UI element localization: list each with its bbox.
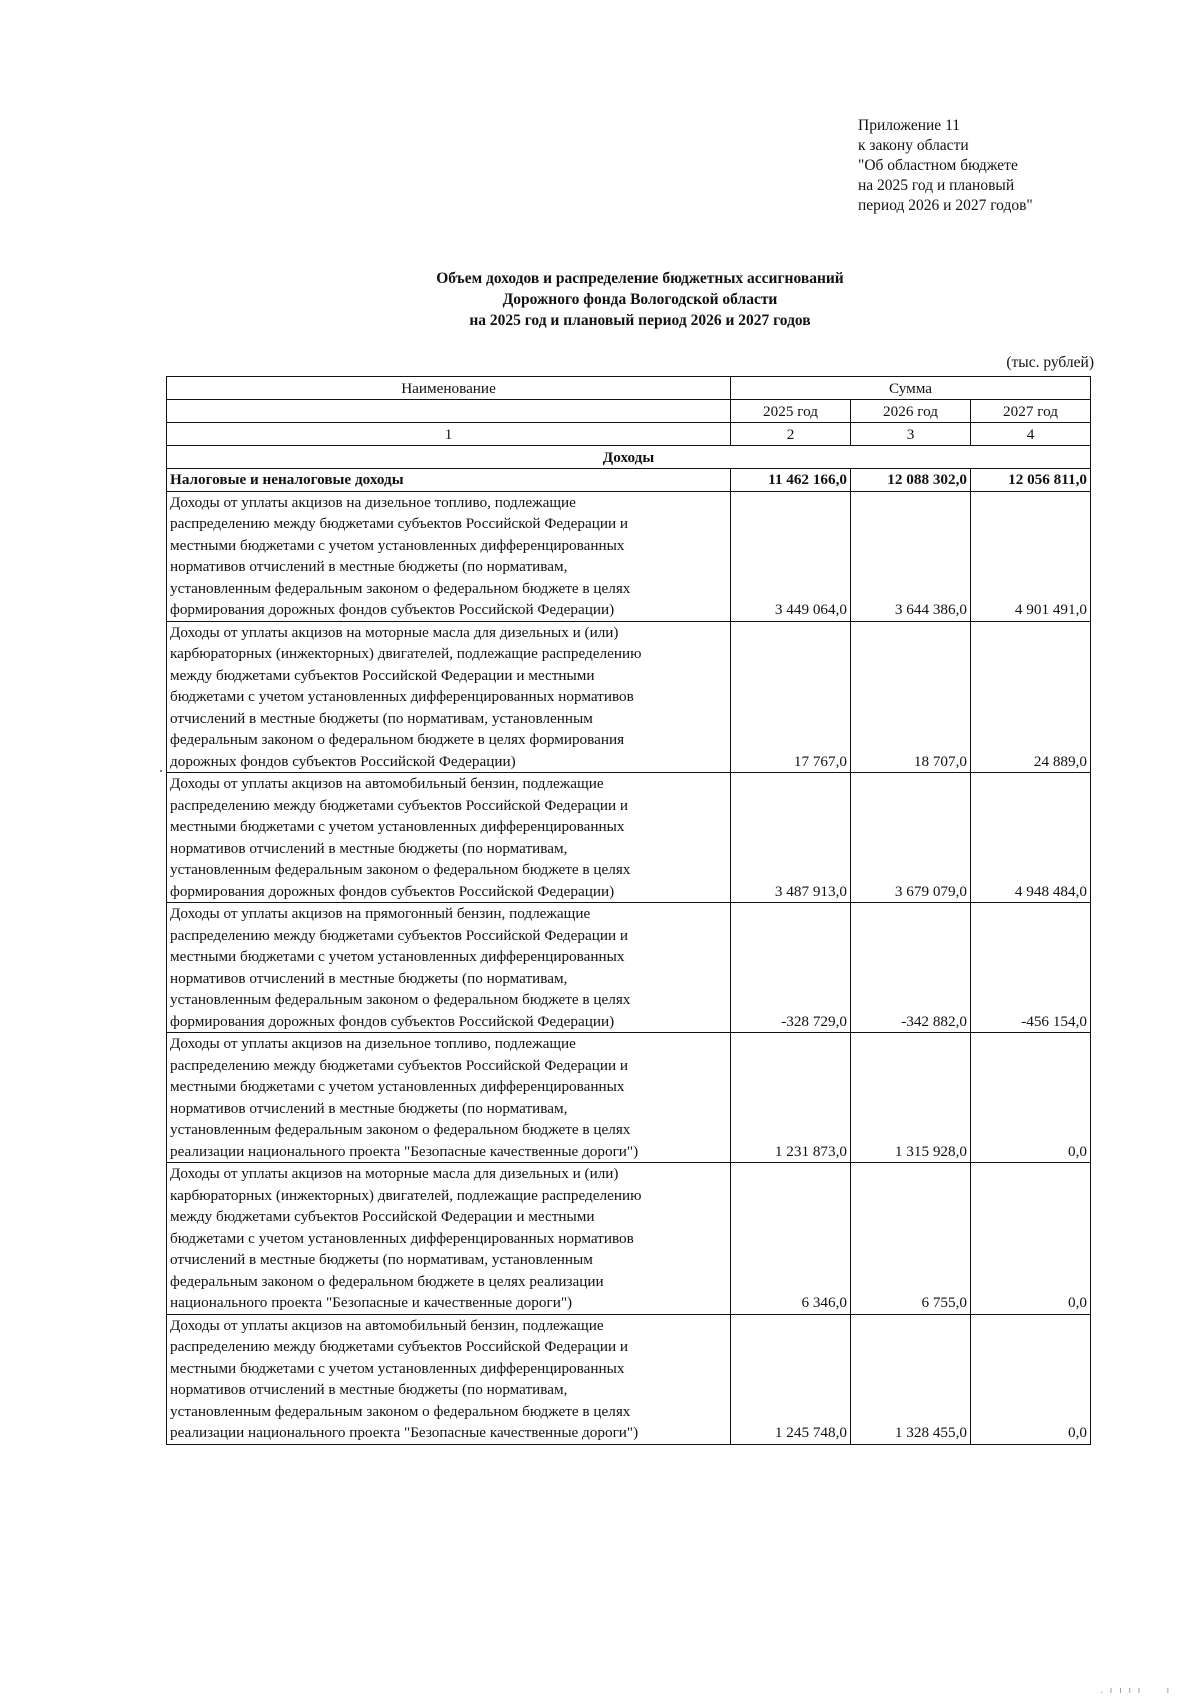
total-value-2025: 11 462 166,0: [731, 469, 851, 492]
table-body: [167, 377, 1091, 1445]
header-year: 2026 год: [851, 400, 971, 423]
row-description-line: нормативов отчислений в местные бюджеты (по нормативам,: [170, 558, 568, 575]
units-label: (тыс. рублей): [1006, 354, 1094, 371]
row-description-line: Доходы от уплаты акцизов на прямогонный бензин, подлежащие: [170, 905, 591, 922]
header-year: 2025 год: [731, 400, 851, 423]
budget-table: [166, 376, 1091, 1445]
column-number: 3: [851, 423, 971, 446]
row-description-line: Доходы от уплаты акцизов на дизельное топливо, подлежащие: [170, 1035, 576, 1052]
column-number: 2: [731, 423, 851, 446]
scan-corner-marks: . ı ı ı ı ı: [1100, 1686, 1172, 1696]
row-description: [167, 773, 731, 903]
header-name: Наименование: [167, 377, 731, 400]
row-value-2026: 18 707,0: [851, 621, 971, 773]
appendix-line: на 2025 год и плановый: [858, 177, 1015, 194]
row-description-line: установленным федеральным законом о федеральном бюджете в целях: [170, 1121, 631, 1138]
table-row: [167, 491, 1091, 621]
row-description: [167, 1314, 731, 1444]
row-description-line: между бюджетами субъектов Российской Федерации и местными: [170, 1208, 595, 1225]
column-number: 1: [167, 423, 731, 446]
row-description-line: Доходы от уплаты акцизов на дизельное топливо, подлежащие: [170, 493, 576, 511]
row-value-2026: -342 882,0: [851, 903, 971, 1033]
row-description-line: установленным федеральным законом о федеральном бюджете в целях: [170, 861, 631, 878]
row-description-line: нормативов отчислений в местные бюджеты (по нормативам,: [170, 1099, 568, 1117]
row-description-line: распределению между бюджетами субъектов Российской Федерации и: [170, 926, 628, 944]
header-row: [167, 377, 1091, 400]
row-value-2027: 0,0: [971, 1033, 1091, 1163]
row-description-line: реализации национального проекта "Безопасные качественные дороги"): [170, 1142, 639, 1160]
row-description-line: нормативов отчислений в местные бюджеты (по нормативам,: [170, 1381, 568, 1398]
row-description-line: нормативов отчислений в местные бюджеты (по нормативам,: [170, 839, 568, 857]
row-description-line: установленным федеральным законом о федеральном бюджете в целях: [170, 579, 631, 597]
row-value-2027: -456 154,0: [971, 903, 1091, 1033]
row-description-line: карбюраторных (инжекторных) двигателей, подлежащие распределению: [170, 645, 642, 662]
row-value-2027: 4 948 484,0: [971, 773, 1091, 903]
appendix-line: к закону области: [858, 137, 969, 154]
row-description: [167, 1163, 731, 1315]
title-line: Объем доходов и распределение бюджетных ассигнований: [436, 270, 844, 287]
section-title: Доходы: [167, 446, 1091, 469]
row-value-2027: 0,0: [971, 1314, 1091, 1444]
table-row: [167, 621, 1091, 773]
header-years-row: [167, 400, 1091, 423]
row-description-line: Доходы от уплаты акцизов на автомобильный бензин, подлежащие: [170, 775, 604, 792]
row-description-line: федеральным законом о федеральном бюджете в целях реализации: [170, 1272, 604, 1290]
row-description-line: местными бюджетами с учетом установленных дифференцированных: [170, 1078, 625, 1095]
row-value-2027: 0,0: [971, 1163, 1091, 1315]
row-description-line: формирования дорожных фондов субъектов Российской Федерации): [170, 1012, 615, 1030]
row-description-line: распределению между бюджетами субъектов Российской Федерации и: [170, 1056, 628, 1074]
column-number: 4: [971, 423, 1091, 446]
row-description-line: бюджетами с учетом установленных дифференцированных нормативов: [170, 688, 634, 705]
row-value-2026: 6 755,0: [851, 1163, 971, 1315]
total-row: [167, 469, 1091, 492]
total-value-2026: 12 088 302,0: [851, 469, 971, 492]
row-description-line: национального проекта "Безопасные и качественные дороги"): [170, 1294, 573, 1311]
row-description: [167, 903, 731, 1033]
row-description-line: распределению между бюджетами субъектов Российской Федерации и: [170, 796, 628, 814]
row-value-2025: 3 487 913,0: [731, 773, 851, 903]
column-number-row: [167, 423, 1091, 446]
row-value-2026: 1 315 928,0: [851, 1033, 971, 1163]
row-value-2025: -328 729,0: [731, 903, 851, 1033]
row-value-2025: 1 245 748,0: [731, 1314, 851, 1444]
row-description-line: реализации национального проекта "Безопасные качественные дороги"): [170, 1424, 639, 1441]
row-description-line: установленным федеральным законом о федеральном бюджете в целях: [170, 1402, 631, 1420]
row-description: [167, 1033, 731, 1163]
row-value-2025: 6 346,0: [731, 1163, 851, 1315]
row-value-2026: 3 679 079,0: [851, 773, 971, 903]
table-row: [167, 773, 1091, 903]
row-description-line: нормативов отчислений в местные бюджеты (по нормативам,: [170, 969, 568, 987]
row-description-line: местными бюджетами с учетом установленных дифференцированных: [170, 1359, 625, 1377]
table-row: [167, 1314, 1091, 1444]
header-sum: Сумма: [731, 377, 1091, 400]
document-title: [330, 268, 950, 331]
scan-mark: [160, 770, 162, 772]
row-value-2026: 1 328 455,0: [851, 1314, 971, 1444]
row-description-line: местными бюджетами с учетом установленных дифференцированных: [170, 818, 625, 835]
row-description-line: федеральным законом о федеральном бюджете в целях формирования: [170, 731, 625, 748]
total-value-2027: 12 056 811,0: [971, 469, 1091, 492]
appendix-line: период 2026 и 2027 годов": [858, 197, 1033, 214]
table-row: [167, 1163, 1091, 1315]
row-description-line: отчислений в местные бюджеты (по нормативам, установленным: [170, 709, 593, 727]
header-empty: [167, 400, 731, 423]
table-row: [167, 903, 1091, 1033]
row-value-2025: 17 767,0: [731, 621, 851, 773]
row-description-line: установленным федеральным законом о федеральном бюджете в целях: [170, 991, 631, 1008]
row-description-line: между бюджетами субъектов Российской Федерации и местными: [170, 666, 595, 684]
row-description-line: распределению между бюджетами субъектов Российской Федерации и: [170, 515, 628, 532]
row-description: [167, 621, 731, 773]
table-row: [167, 1033, 1091, 1163]
row-description-line: бюджетами с учетом установленных дифференцированных нормативов: [170, 1229, 634, 1247]
row-value-2025: 1 231 873,0: [731, 1033, 851, 1163]
row-description-line: местными бюджетами с учетом установленных дифференцированных: [170, 536, 625, 554]
row-description: [167, 491, 731, 621]
row-description-line: отчислений в местные бюджеты (по нормативам, установленным: [170, 1251, 593, 1268]
title-line: Дорожного фонда Вологодской области: [502, 291, 778, 308]
appendix-line: "Об областном бюджете: [858, 157, 1018, 174]
row-description-line: Доходы от уплаты акцизов на автомобильный бензин, подлежащие: [170, 1316, 604, 1334]
row-value-2025: 3 449 064,0: [731, 491, 851, 621]
row-description-line: распределению между бюджетами субъектов Российской Федерации и: [170, 1338, 628, 1355]
row-value-2027: 24 889,0: [971, 621, 1091, 773]
row-description-line: карбюраторных (инжекторных) двигателей, подлежащие распределению: [170, 1186, 642, 1204]
row-description-line: формирования дорожных фондов субъектов Российской Федерации): [170, 601, 615, 618]
header-year: 2027 год: [971, 400, 1091, 423]
row-description-line: формирования дорожных фондов субъектов Российской Федерации): [170, 882, 615, 900]
row-description-line: Доходы от уплаты акцизов на моторные масла для дизельных и (или): [170, 1165, 619, 1182]
section-row: [167, 446, 1091, 469]
row-value-2027: 4 901 491,0: [971, 491, 1091, 621]
row-value-2026: 3 644 386,0: [851, 491, 971, 621]
title-line: на 2025 год и плановый период 2026 и 2027 годов: [469, 312, 811, 329]
appendix-line: Приложение 11: [858, 117, 960, 134]
appendix-note: [858, 116, 1033, 216]
row-description-line: местными бюджетами с учетом установленных дифференцированных: [170, 948, 625, 965]
row-description-line: дорожных фондов субъектов Российской Федерации): [170, 752, 516, 770]
total-name: Налоговые и неналоговые доходы: [167, 469, 731, 492]
row-description-line: Доходы от уплаты акцизов на моторные масла для дизельных и (или): [170, 623, 619, 641]
